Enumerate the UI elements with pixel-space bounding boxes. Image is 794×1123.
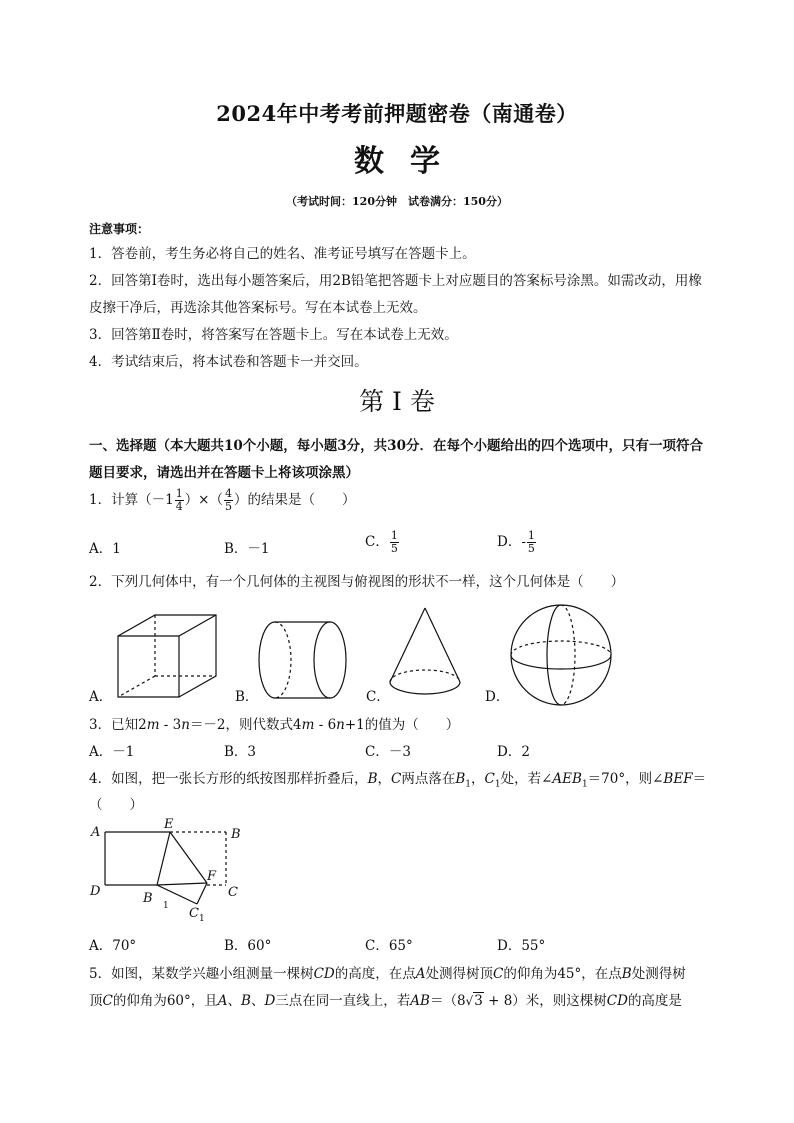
fig-label-e: E <box>164 817 174 832</box>
question-4-stem-line1: 4．如图，把一张长方形的纸按图那样折叠后，B，C两点落在$B_1$，$C_1$处，若$\angle AEB_1=70^\circ$，则∠BEF＝ <box>89 771 707 790</box>
q1-fraction: $\frac{4}{5}$ <box>225 487 232 513</box>
q2-option-d: D． <box>485 689 510 705</box>
notice-item-3: 3．回答第Ⅱ卷时，将答案写在答题卡上。写在本试卷上无效。 <box>89 327 458 343</box>
q1-option-d: D．- $\frac{1}{5}$ <box>497 529 535 555</box>
section1-line1: 一、选择题（本大题共10个小题，每小题3分，共30分．在每个小题给出的四个选项中，只有一项符合 <box>89 438 703 454</box>
section1-line2: 题目要求，请选出并在答题卡上将该项涂黑） <box>89 465 359 481</box>
fig-label-c1-sub: 1 <box>199 914 205 924</box>
q4-option-c: C．65° <box>365 938 413 954</box>
fig-label-c: C <box>228 885 238 900</box>
q2-option-a: A． <box>89 689 113 705</box>
q4-option-d: D．55° <box>497 938 546 954</box>
q4-option-a: A．70° <box>89 938 137 954</box>
fig-label-b: B <box>231 827 241 842</box>
question-2-stem: 2．下列几何体中，有一个几何体的主视图与俯视图的形状不一样，这个几何体是（ ） <box>89 574 625 590</box>
exam-info: （考试时间：120分钟 试卷满分：150分） <box>286 195 508 208</box>
notice-heading: 注意事项： <box>89 222 150 236</box>
q1-mixed-fraction: $\frac{1}{4}$ <box>175 487 183 513</box>
notice-item-4: 4．考试结束后，将本试卷和答题卡一并交回。 <box>89 354 368 370</box>
notice-item-1: 1．答卷前，考生务必将自己的姓名、准考证号填写在答题卡上。 <box>89 246 476 262</box>
q4-figure <box>85 815 265 930</box>
fig-label-b-prime: B <box>143 891 153 906</box>
question-4-stem-line2: （ ） <box>89 797 143 813</box>
q2-option-c: C． <box>366 689 390 705</box>
question-5-stem-line2: 顶C的仰角为60°，且A、B、D三点在同一直线上，若AB＝（8√3 + 8）米，则这棵树CD的高度是 <box>89 993 682 1009</box>
question-3-stem: 3．已知2m - 3n＝－2，则代数式4m - 6n+1的值为（ ） <box>89 717 460 733</box>
exam-title: 2024年中考考前押题密卷（南通卷） <box>216 101 578 126</box>
subject-title: 数学 <box>354 144 466 179</box>
fig-label-one: 1 <box>163 901 169 911</box>
cylinder-figure <box>259 622 346 698</box>
q3-option-c: C．－3 <box>365 744 411 760</box>
q1-option-a: A．1 <box>89 541 121 557</box>
question-1-stem: 1．计算（－1 $\frac{1}{4}$ ）×（ $\frac{4}{5}$ ）的结果是（ ） <box>89 487 356 513</box>
q3-option-d: D．2 <box>497 744 530 760</box>
q4-option-b: B．60° <box>224 938 272 954</box>
sphere-figure <box>511 605 611 705</box>
cone-figure <box>390 608 460 694</box>
fig-label-c1: C <box>189 906 199 921</box>
q2-option-b: B． <box>235 689 259 705</box>
q1-option-c: C． $\frac{1}{5}$ <box>365 529 398 555</box>
fig-label-a: A <box>91 825 101 840</box>
volume-title: 第 I 卷 <box>359 387 435 416</box>
notice-item-2: 2．回答第Ⅰ卷时，选出每小题答案后，用2B铅笔把答题卡上对应题目的答案标号涂黑。如需改动，用橡 <box>89 273 702 289</box>
notice-item-2-cont: 皮擦干净后，再选涂其他答案标号。写在本试卷上无效。 <box>89 300 427 316</box>
cube-figure <box>118 615 216 697</box>
q1-option-b: B．－1 <box>224 541 270 557</box>
fig-label-f: F <box>207 869 217 884</box>
fig-label-d: D <box>90 884 101 899</box>
q2-figures <box>85 600 735 710</box>
question-5-stem-line1: 5．如图，某数学兴趣小组测量一棵树CD的高度，在点A处测得树顶C的仰角为45°，在点B处测得树 <box>89 966 686 982</box>
q3-option-a: A．－1 <box>89 744 135 760</box>
q3-option-b: B．3 <box>224 744 257 760</box>
